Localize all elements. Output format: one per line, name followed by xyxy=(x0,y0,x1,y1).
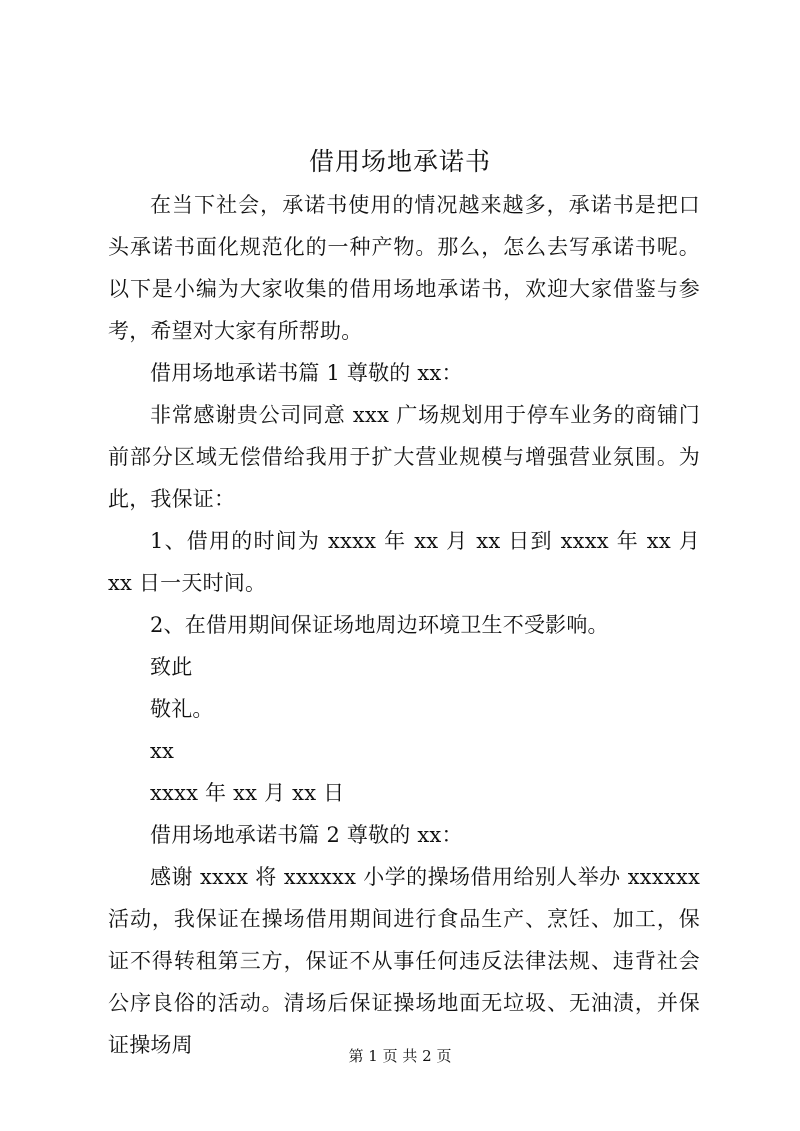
paragraph-intro: 在当下社会，承诺书使用的情况越来越多，承诺书是把口头承诺书面化规范化的一种产物。那么，怎么去写承诺书呢。以下是小编为大家收集的借用场地承诺书，欢迎大家借鉴与参考，希望对大家有所帮助。 xyxy=(108,193,700,343)
page-footer: 第 1 页 共 2 页 xyxy=(348,1047,452,1065)
paragraph-closing-2: 敬礼。 xyxy=(150,697,214,721)
paragraph-section-2-heading: 借用场地承诺书篇 2 尊敬的 xx： xyxy=(150,823,463,847)
paragraph-section-1-body: 非常感谢贵公司同意 xxx 广场规划用于停车业务的商铺门前部分区域无偿借给我用于扩大营业规模与增强营业氛围。为此，我保证： xyxy=(108,403,700,511)
paragraph-item-1: 1、借用的时间为 xxxx 年 xx 月 xx 日到 xxxx 年 xx 月 xx 日一天时间。 xyxy=(108,529,700,595)
paragraph-section-2-body: 感谢 xxxx 将 xxxxxx 小学的操场借用给别人举办 xxxxxx 活动，我保证在操场借用期间进行食品生产、烹饪、加工，保证不得转租第三方，保证不从事任何违反法律法规、违背社会公序良俗的活动。清场后保证操场地面无垃圾、无油渍，并保证操场周 xyxy=(108,865,700,1057)
paragraph-closing-1: 致此 xyxy=(150,655,193,679)
document-body xyxy=(108,184,700,1066)
paragraph-item-2: 2、在借用期间保证场地周边环境卫生不受影响。 xyxy=(150,613,609,637)
paragraph-date: xxxx 年 xx 月 xx 日 xyxy=(150,781,345,805)
paragraph-signature: xx xyxy=(150,739,175,763)
paragraph-section-1-heading: 借用场地承诺书篇 1 尊敬的 xx： xyxy=(150,361,463,385)
document-title: 借用场地承诺书 xyxy=(308,147,491,176)
